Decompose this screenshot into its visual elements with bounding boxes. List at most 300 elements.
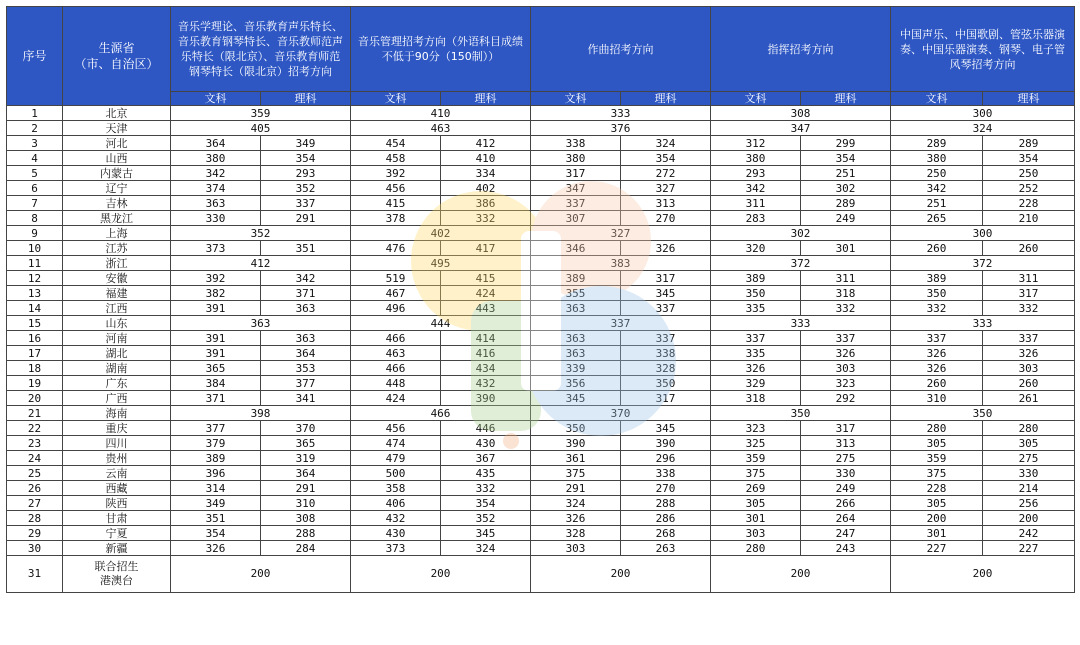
cell-score-arts: 293 — [711, 166, 801, 181]
cell-score-arts: 332 — [891, 301, 983, 316]
cell-seq: 8 — [7, 211, 63, 226]
cell-province: 湖北 — [63, 346, 171, 361]
cell-province: 天津 — [63, 121, 171, 136]
cell-score-science: 351 — [261, 241, 351, 256]
cell-score-arts: 392 — [351, 166, 441, 181]
cell-province: 吉林 — [63, 196, 171, 211]
cell-score-arts: 200 — [891, 511, 983, 526]
cell-score-arts: 301 — [891, 526, 983, 541]
table-row — [7, 301, 1075, 316]
cell-score-science: 291 — [261, 211, 351, 226]
cell-score-science: 337 — [983, 331, 1075, 346]
cell-score-arts: 466 — [351, 361, 441, 376]
cell-score-arts: 406 — [351, 496, 441, 511]
cell-score-science: 242 — [983, 526, 1075, 541]
table-row — [7, 421, 1075, 436]
cell-score-merged: 324 — [891, 121, 1075, 136]
table-row — [7, 556, 1075, 593]
cell-score-merged: 372 — [891, 256, 1075, 271]
cell-score-science: 324 — [441, 541, 531, 556]
admission-score-table — [6, 6, 1075, 593]
score-table-container — [6, 6, 1074, 593]
cell-score-science: 367 — [441, 451, 531, 466]
cell-seq: 2 — [7, 121, 63, 136]
cell-score-science: 296 — [621, 451, 711, 466]
cell-score-arts: 326 — [711, 361, 801, 376]
cell-score-arts: 326 — [891, 361, 983, 376]
cell-score-arts: 347 — [531, 181, 621, 196]
cell-score-arts: 496 — [351, 301, 441, 316]
cell-province: 陕西 — [63, 496, 171, 511]
cell-seq: 5 — [7, 166, 63, 181]
cell-score-arts: 476 — [351, 241, 441, 256]
cell-score-arts: 392 — [171, 271, 261, 286]
cell-score-science: 284 — [261, 541, 351, 556]
cell-score-science: 330 — [983, 466, 1075, 481]
cell-score-merged: 200 — [711, 556, 891, 593]
cell-score-merged: 402 — [351, 226, 531, 241]
table-row — [7, 241, 1075, 256]
cell-province: 安徽 — [63, 271, 171, 286]
sub-arts: 文科 — [171, 92, 261, 106]
cell-score-arts: 361 — [531, 451, 621, 466]
cell-score-science: 354 — [621, 151, 711, 166]
cell-province: 广东 — [63, 376, 171, 391]
cell-score-arts: 350 — [711, 286, 801, 301]
cell-score-arts: 251 — [891, 196, 983, 211]
cell-score-science: 319 — [261, 451, 351, 466]
cell-score-arts: 456 — [351, 181, 441, 196]
cell-score-arts: 311 — [711, 196, 801, 211]
cell-score-arts: 380 — [891, 151, 983, 166]
cell-score-arts: 363 — [171, 196, 261, 211]
cell-score-arts: 324 — [531, 496, 621, 511]
cell-score-science: 308 — [261, 511, 351, 526]
cell-score-science: 323 — [801, 376, 891, 391]
sub-science: 理科 — [801, 92, 891, 106]
cell-score-arts: 463 — [351, 346, 441, 361]
cell-seq: 27 — [7, 496, 63, 511]
cell-score-science: 354 — [801, 151, 891, 166]
cell-score-arts: 359 — [711, 451, 801, 466]
table-row — [7, 226, 1075, 241]
cell-province: 湖南 — [63, 361, 171, 376]
cell-score-science: 317 — [983, 286, 1075, 301]
cell-province: 北京 — [63, 106, 171, 121]
cell-score-arts: 250 — [891, 166, 983, 181]
cell-score-science: 342 — [261, 271, 351, 286]
table-row — [7, 526, 1075, 541]
cell-score-arts: 363 — [531, 331, 621, 346]
cell-score-science: 352 — [441, 511, 531, 526]
table-row — [7, 436, 1075, 451]
cell-score-arts: 326 — [531, 511, 621, 526]
cell-score-science: 332 — [441, 211, 531, 226]
cell-score-arts: 389 — [891, 271, 983, 286]
cell-score-arts: 373 — [171, 241, 261, 256]
cell-seq: 11 — [7, 256, 63, 271]
cell-seq: 26 — [7, 481, 63, 496]
cell-score-arts: 373 — [351, 541, 441, 556]
cell-score-science: 310 — [261, 496, 351, 511]
cell-seq: 13 — [7, 286, 63, 301]
cell-score-science: 303 — [801, 361, 891, 376]
cell-score-merged: 327 — [531, 226, 711, 241]
cell-score-arts: 380 — [171, 151, 261, 166]
cell-province: 内蒙古 — [63, 166, 171, 181]
cell-score-merged: 333 — [711, 316, 891, 331]
cell-score-science: 247 — [801, 526, 891, 541]
table-row — [7, 451, 1075, 466]
table-row — [7, 346, 1075, 361]
cell-score-merged: 200 — [351, 556, 531, 593]
cell-score-science: 317 — [801, 421, 891, 436]
cell-score-arts: 305 — [891, 496, 983, 511]
cell-score-science: 260 — [983, 376, 1075, 391]
cell-score-arts: 377 — [171, 421, 261, 436]
cell-seq: 16 — [7, 331, 63, 346]
cell-score-arts: 390 — [531, 436, 621, 451]
cell-score-science: 354 — [441, 496, 531, 511]
cell-score-science: 334 — [441, 166, 531, 181]
cell-score-arts: 389 — [171, 451, 261, 466]
cell-score-arts: 456 — [351, 421, 441, 436]
cell-seq: 4 — [7, 151, 63, 166]
cell-score-science: 365 — [261, 436, 351, 451]
cell-score-arts: 326 — [171, 541, 261, 556]
cell-score-science: 415 — [441, 271, 531, 286]
cell-score-arts: 280 — [711, 541, 801, 556]
cell-score-arts: 359 — [891, 451, 983, 466]
table-row — [7, 466, 1075, 481]
cell-seq: 21 — [7, 406, 63, 421]
cell-province: 新疆 — [63, 541, 171, 556]
sub-science: 理科 — [261, 92, 351, 106]
table-row — [7, 481, 1075, 496]
cell-score-merged: 333 — [531, 106, 711, 121]
cell-score-arts: 365 — [171, 361, 261, 376]
cell-score-science: 275 — [801, 451, 891, 466]
cell-score-science: 338 — [621, 466, 711, 481]
cell-score-science: 311 — [983, 271, 1075, 286]
cell-score-science: 390 — [441, 391, 531, 406]
cell-score-science: 214 — [983, 481, 1075, 496]
cell-score-science: 256 — [983, 496, 1075, 511]
sub-science: 理科 — [621, 92, 711, 106]
cell-score-science: 345 — [621, 286, 711, 301]
table-row — [7, 166, 1075, 181]
table-row — [7, 331, 1075, 346]
cell-score-arts: 305 — [891, 436, 983, 451]
cell-province: 联合招生 港澳台 — [63, 556, 171, 593]
cell-score-science: 330 — [801, 466, 891, 481]
cell-score-arts: 303 — [711, 526, 801, 541]
cell-score-arts: 349 — [171, 496, 261, 511]
cell-seq: 15 — [7, 316, 63, 331]
cell-score-arts: 326 — [891, 346, 983, 361]
cell-score-arts: 305 — [711, 496, 801, 511]
cell-score-science: 341 — [261, 391, 351, 406]
cell-score-merged: 347 — [711, 121, 891, 136]
cell-seq: 24 — [7, 451, 63, 466]
cell-score-arts: 430 — [351, 526, 441, 541]
cell-score-science: 410 — [441, 151, 531, 166]
cell-province: 贵州 — [63, 451, 171, 466]
cell-score-science: 272 — [621, 166, 711, 181]
cell-score-arts: 350 — [531, 421, 621, 436]
cell-score-arts: 339 — [531, 361, 621, 376]
cell-score-science: 260 — [983, 241, 1075, 256]
cell-score-science: 337 — [801, 331, 891, 346]
cell-score-science: 363 — [261, 301, 351, 316]
cell-score-arts: 389 — [711, 271, 801, 286]
cell-score-arts: 358 — [351, 481, 441, 496]
header-group-music-theory: 音乐学理论、音乐教育声乐特长、音乐教育钢琴特长、音乐教师范声乐特长（限北京）、音乐教育师范钢琴特长（限北京）招考方向 — [171, 7, 351, 92]
table-row — [7, 256, 1075, 271]
table-row — [7, 541, 1075, 556]
cell-score-arts: 396 — [171, 466, 261, 481]
cell-score-merged: 333 — [891, 316, 1075, 331]
cell-score-merged: 337 — [531, 316, 711, 331]
cell-score-science: 311 — [801, 271, 891, 286]
cell-province: 山西 — [63, 151, 171, 166]
cell-score-science: 318 — [801, 286, 891, 301]
cell-score-arts: 280 — [891, 421, 983, 436]
cell-score-science: 326 — [801, 346, 891, 361]
cell-score-science: 200 — [983, 511, 1075, 526]
cell-score-arts: 375 — [891, 466, 983, 481]
header-province-text: 生源省 （市、自治区） — [74, 41, 159, 71]
cell-score-science: 251 — [801, 166, 891, 181]
cell-score-arts: 337 — [891, 331, 983, 346]
cell-province: 福建 — [63, 286, 171, 301]
cell-score-arts: 328 — [531, 526, 621, 541]
cell-score-science: 332 — [801, 301, 891, 316]
cell-score-arts: 479 — [351, 451, 441, 466]
cell-seq: 3 — [7, 136, 63, 151]
cell-score-science: 434 — [441, 361, 531, 376]
cell-score-merged: 463 — [351, 121, 531, 136]
cell-score-science: 301 — [801, 241, 891, 256]
cell-province: 辽宁 — [63, 181, 171, 196]
cell-score-science: 249 — [801, 211, 891, 226]
cell-score-arts: 374 — [171, 181, 261, 196]
cell-score-arts: 356 — [531, 376, 621, 391]
cell-score-merged: 410 — [351, 106, 531, 121]
cell-province: 云南 — [63, 466, 171, 481]
cell-score-science: 288 — [621, 496, 711, 511]
cell-score-science: 268 — [621, 526, 711, 541]
cell-province: 江西 — [63, 301, 171, 316]
cell-score-arts: 260 — [891, 376, 983, 391]
cell-score-merged: 300 — [891, 106, 1075, 121]
cell-score-science: 317 — [621, 391, 711, 406]
cell-score-arts: 424 — [351, 391, 441, 406]
table-row — [7, 196, 1075, 211]
cell-score-science: 270 — [621, 211, 711, 226]
cell-score-science: 417 — [441, 241, 531, 256]
cell-score-arts: 318 — [711, 391, 801, 406]
cell-province: 浙江 — [63, 256, 171, 271]
cell-score-arts: 335 — [711, 346, 801, 361]
table-row — [7, 511, 1075, 526]
table-row — [7, 181, 1075, 196]
cell-score-science: 371 — [261, 286, 351, 301]
cell-score-science: 328 — [621, 361, 711, 376]
table-row — [7, 211, 1075, 226]
header-seq: 序号 — [7, 7, 63, 106]
cell-score-science: 288 — [261, 526, 351, 541]
cell-score-science: 210 — [983, 211, 1075, 226]
cell-score-science: 252 — [983, 181, 1075, 196]
cell-province: 江苏 — [63, 241, 171, 256]
sub-arts: 文科 — [351, 92, 441, 106]
cell-seq: 19 — [7, 376, 63, 391]
cell-score-arts: 467 — [351, 286, 441, 301]
cell-score-arts: 310 — [891, 391, 983, 406]
cell-seq: 29 — [7, 526, 63, 541]
cell-score-arts: 335 — [711, 301, 801, 316]
cell-score-science: 446 — [441, 421, 531, 436]
header-group-music-management: 音乐管理招考方向（外语科目成绩不低于90分（150制）） — [351, 7, 531, 92]
cell-score-arts: 364 — [171, 136, 261, 151]
cell-score-science: 263 — [621, 541, 711, 556]
cell-score-arts: 342 — [891, 181, 983, 196]
cell-score-merged: 370 — [531, 406, 711, 421]
table-header — [7, 7, 1075, 106]
table-row — [7, 376, 1075, 391]
cell-score-arts: 291 — [531, 481, 621, 496]
header-group-conducting: 指挥招考方向 — [711, 7, 891, 92]
cell-province: 海南 — [63, 406, 171, 421]
cell-score-merged: 383 — [531, 256, 711, 271]
cell-score-arts: 317 — [531, 166, 621, 181]
cell-score-arts: 384 — [171, 376, 261, 391]
cell-province: 黑龙江 — [63, 211, 171, 226]
cell-score-arts: 307 — [531, 211, 621, 226]
sub-science: 理科 — [983, 92, 1075, 106]
cell-score-science: 313 — [621, 196, 711, 211]
cell-score-arts: 323 — [711, 421, 801, 436]
table-row — [7, 496, 1075, 511]
cell-score-science: 243 — [801, 541, 891, 556]
cell-score-arts: 454 — [351, 136, 441, 151]
cell-seq: 20 — [7, 391, 63, 406]
cell-score-arts: 500 — [351, 466, 441, 481]
cell-province: 四川 — [63, 436, 171, 451]
table-row — [7, 151, 1075, 166]
cell-score-science: 424 — [441, 286, 531, 301]
cell-score-merged: 444 — [351, 316, 531, 331]
cell-score-arts: 350 — [891, 286, 983, 301]
cell-score-arts: 375 — [711, 466, 801, 481]
cell-score-arts: 389 — [531, 271, 621, 286]
cell-seq: 23 — [7, 436, 63, 451]
cell-province: 甘肃 — [63, 511, 171, 526]
cell-province: 山东 — [63, 316, 171, 331]
cell-score-science: 289 — [983, 136, 1075, 151]
cell-score-arts: 391 — [171, 346, 261, 361]
table-row — [7, 136, 1075, 151]
table-row — [7, 406, 1075, 421]
sub-arts: 文科 — [531, 92, 621, 106]
cell-score-science: 364 — [261, 346, 351, 361]
cell-seq: 22 — [7, 421, 63, 436]
cell-score-science: 416 — [441, 346, 531, 361]
cell-score-arts: 345 — [531, 391, 621, 406]
cell-score-arts: 448 — [351, 376, 441, 391]
cell-province: 西藏 — [63, 481, 171, 496]
cell-score-arts: 466 — [351, 331, 441, 346]
cell-seq: 1 — [7, 106, 63, 121]
header-group-performance: 中国声乐、中国歌剧、管弦乐器演奏、中国乐器演奏、钢琴、电子管风琴招考方向 — [891, 7, 1075, 92]
cell-score-merged: 412 — [171, 256, 351, 271]
cell-score-arts: 391 — [171, 301, 261, 316]
cell-score-arts: 519 — [351, 271, 441, 286]
cell-score-arts: 354 — [171, 526, 261, 541]
cell-score-science: 354 — [983, 151, 1075, 166]
cell-score-merged: 363 — [171, 316, 351, 331]
cell-score-science: 286 — [621, 511, 711, 526]
cell-score-science: 337 — [621, 301, 711, 316]
sub-arts: 文科 — [711, 92, 801, 106]
cell-score-science: 289 — [801, 196, 891, 211]
cell-score-arts: 269 — [711, 481, 801, 496]
cell-score-science: 261 — [983, 391, 1075, 406]
cell-score-merged: 200 — [891, 556, 1075, 593]
cell-score-merged: 200 — [171, 556, 351, 593]
cell-score-science: 337 — [261, 196, 351, 211]
cell-score-arts: 432 — [351, 511, 441, 526]
table-row — [7, 121, 1075, 136]
cell-score-arts: 415 — [351, 196, 441, 211]
cell-score-science: 324 — [621, 136, 711, 151]
cell-score-science: 402 — [441, 181, 531, 196]
cell-score-arts: 289 — [891, 136, 983, 151]
cell-score-arts: 314 — [171, 481, 261, 496]
cell-score-science: 350 — [621, 376, 711, 391]
cell-province: 上海 — [63, 226, 171, 241]
cell-score-arts: 371 — [171, 391, 261, 406]
cell-seq: 18 — [7, 361, 63, 376]
cell-seq: 9 — [7, 226, 63, 241]
sub-arts: 文科 — [891, 92, 983, 106]
cell-score-science: 364 — [261, 466, 351, 481]
cell-score-science: 317 — [621, 271, 711, 286]
cell-score-merged: 359 — [171, 106, 351, 121]
cell-score-science: 414 — [441, 331, 531, 346]
table-row — [7, 286, 1075, 301]
cell-seq: 17 — [7, 346, 63, 361]
cell-score-science: 302 — [801, 181, 891, 196]
cell-score-arts: 355 — [531, 286, 621, 301]
cell-score-science: 370 — [261, 421, 351, 436]
cell-score-science: 292 — [801, 391, 891, 406]
cell-score-science: 337 — [621, 331, 711, 346]
cell-seq: 12 — [7, 271, 63, 286]
cell-score-merged: 350 — [891, 406, 1075, 421]
cell-score-science: 353 — [261, 361, 351, 376]
cell-score-arts: 329 — [711, 376, 801, 391]
cell-score-science: 377 — [261, 376, 351, 391]
cell-score-merged: 466 — [351, 406, 531, 421]
cell-score-arts: 283 — [711, 211, 801, 226]
cell-seq: 6 — [7, 181, 63, 196]
cell-score-science: 435 — [441, 466, 531, 481]
cell-score-arts: 303 — [531, 541, 621, 556]
cell-score-arts: 227 — [891, 541, 983, 556]
cell-score-merged: 405 — [171, 121, 351, 136]
